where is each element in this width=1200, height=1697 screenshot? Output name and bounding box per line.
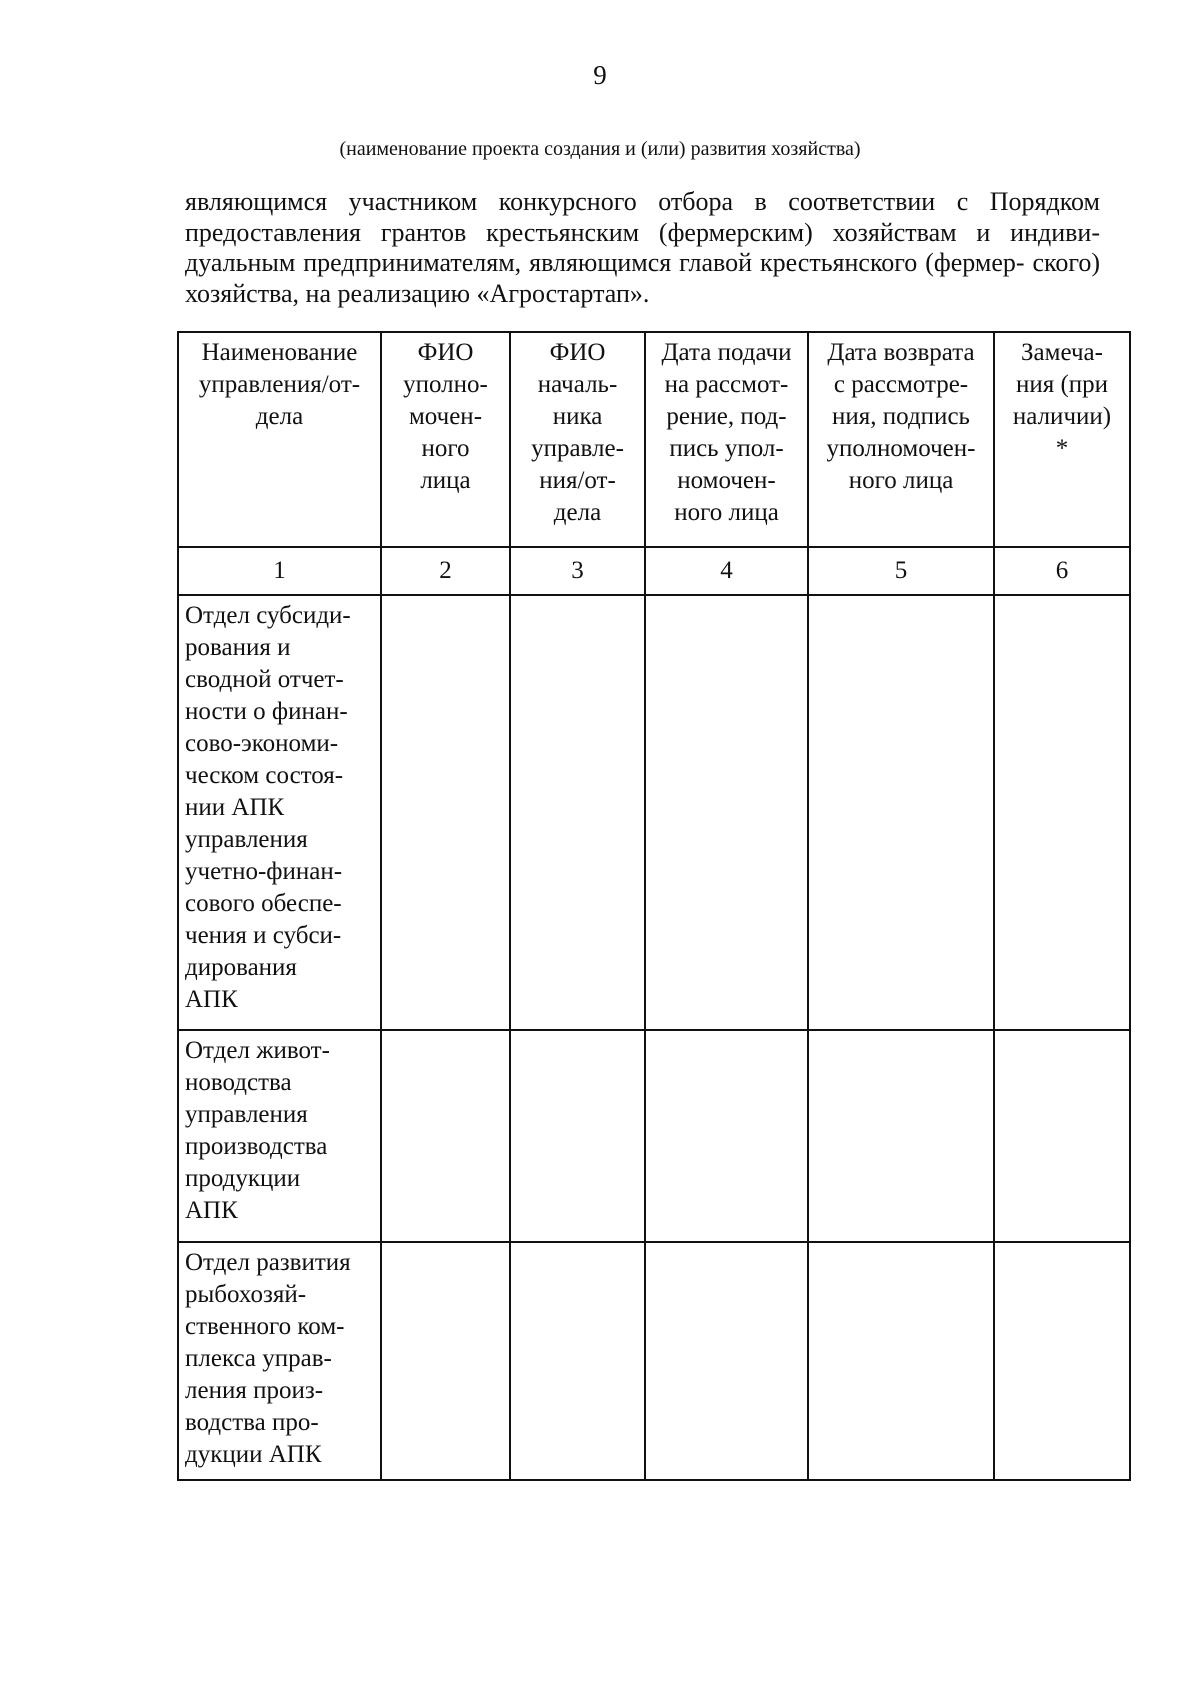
signature-cell: [381, 595, 510, 1030]
table-row: [178, 595, 1130, 1030]
signature-cell: [808, 595, 994, 1030]
header-authorized-person: [381, 332, 510, 547]
intro-line: дуальным предпринимателям, являющимся главой крестьянского (фермер-: [185, 248, 1025, 277]
column-number: 4: [645, 547, 808, 595]
header-submission-date: [645, 332, 808, 547]
header-remarks: [994, 332, 1130, 547]
intro-paragraph: [185, 187, 1100, 309]
header-label: ФИО началь- ника управле- ния/от- дела: [531, 339, 624, 526]
signature-cell: [510, 595, 645, 1030]
header-label: Дата возврата с рассмотре- ния, подпись уполномочен- ного лица: [826, 339, 976, 494]
department-cell: [178, 1030, 381, 1242]
signature-cell: [510, 1030, 645, 1242]
remarks-cell: [994, 1242, 1130, 1480]
header-department-head: [510, 332, 645, 547]
column-number: 2: [381, 547, 510, 595]
column-number: 1: [178, 547, 381, 595]
intro-line: предоставления грантов крестьянским (фермерским) хозяйствам и индиви-: [185, 217, 1100, 247]
signature-cell: [381, 1242, 510, 1480]
department-cell: [178, 1242, 381, 1480]
page-number: 9: [593, 60, 607, 90]
signature-cell: [381, 1030, 510, 1242]
signature-cell: [645, 1242, 808, 1480]
intro-line: ского) хозяйства, на реализацию «Агростартап».: [185, 248, 1100, 308]
header-return-date: [808, 332, 994, 547]
signature-cell: [510, 1242, 645, 1480]
header-label: Замеча- ния (при наличии) *: [1012, 339, 1112, 462]
table-row: [178, 1242, 1130, 1480]
header-label: Наименование управления/от- дела: [198, 339, 361, 430]
signature-cell: [645, 1030, 808, 1242]
column-number-row: [178, 547, 1130, 595]
column-number: 5: [808, 547, 994, 595]
signature-cell: [808, 1242, 994, 1480]
department-name: Отдел живот- новодства управления производства продукции АПК: [185, 1037, 330, 1224]
department-name: Отдел развития рыбохозяй- ственного ком- плекса управ- ления произ- водства про- дукции АПК: [185, 1249, 351, 1468]
project-name-caption: (наименование проекта создания и (или) развития хозяйства): [339, 138, 861, 160]
signature-cell: [645, 595, 808, 1030]
header-department-name: [178, 332, 381, 547]
header-label: Дата подачи на рассмот- рение, под- пись упол- номочен- ного лица: [661, 339, 792, 526]
table-row: [178, 1030, 1130, 1242]
column-number: 3: [510, 547, 645, 595]
approval-table: [177, 331, 1131, 1481]
department-cell: [178, 595, 381, 1030]
remarks-cell: [994, 595, 1130, 1030]
intro-line: являющимся участником конкурсного отбора в соответствии с Порядком: [185, 187, 1100, 216]
header-label: ФИО уполно- мочен- ного лица: [403, 339, 488, 494]
signature-cell: [808, 1030, 994, 1242]
column-number: 6: [994, 547, 1130, 595]
remarks-cell: [994, 1030, 1130, 1242]
department-name: Отдел субсиди- рования и сводной отчет- ности о финан- сово-экономи- ческом состоя- нии АПК управления учетно-финан- сового обеспе- чения и субси- дирования АПК: [185, 602, 351, 1013]
table-header-row: [178, 332, 1130, 547]
